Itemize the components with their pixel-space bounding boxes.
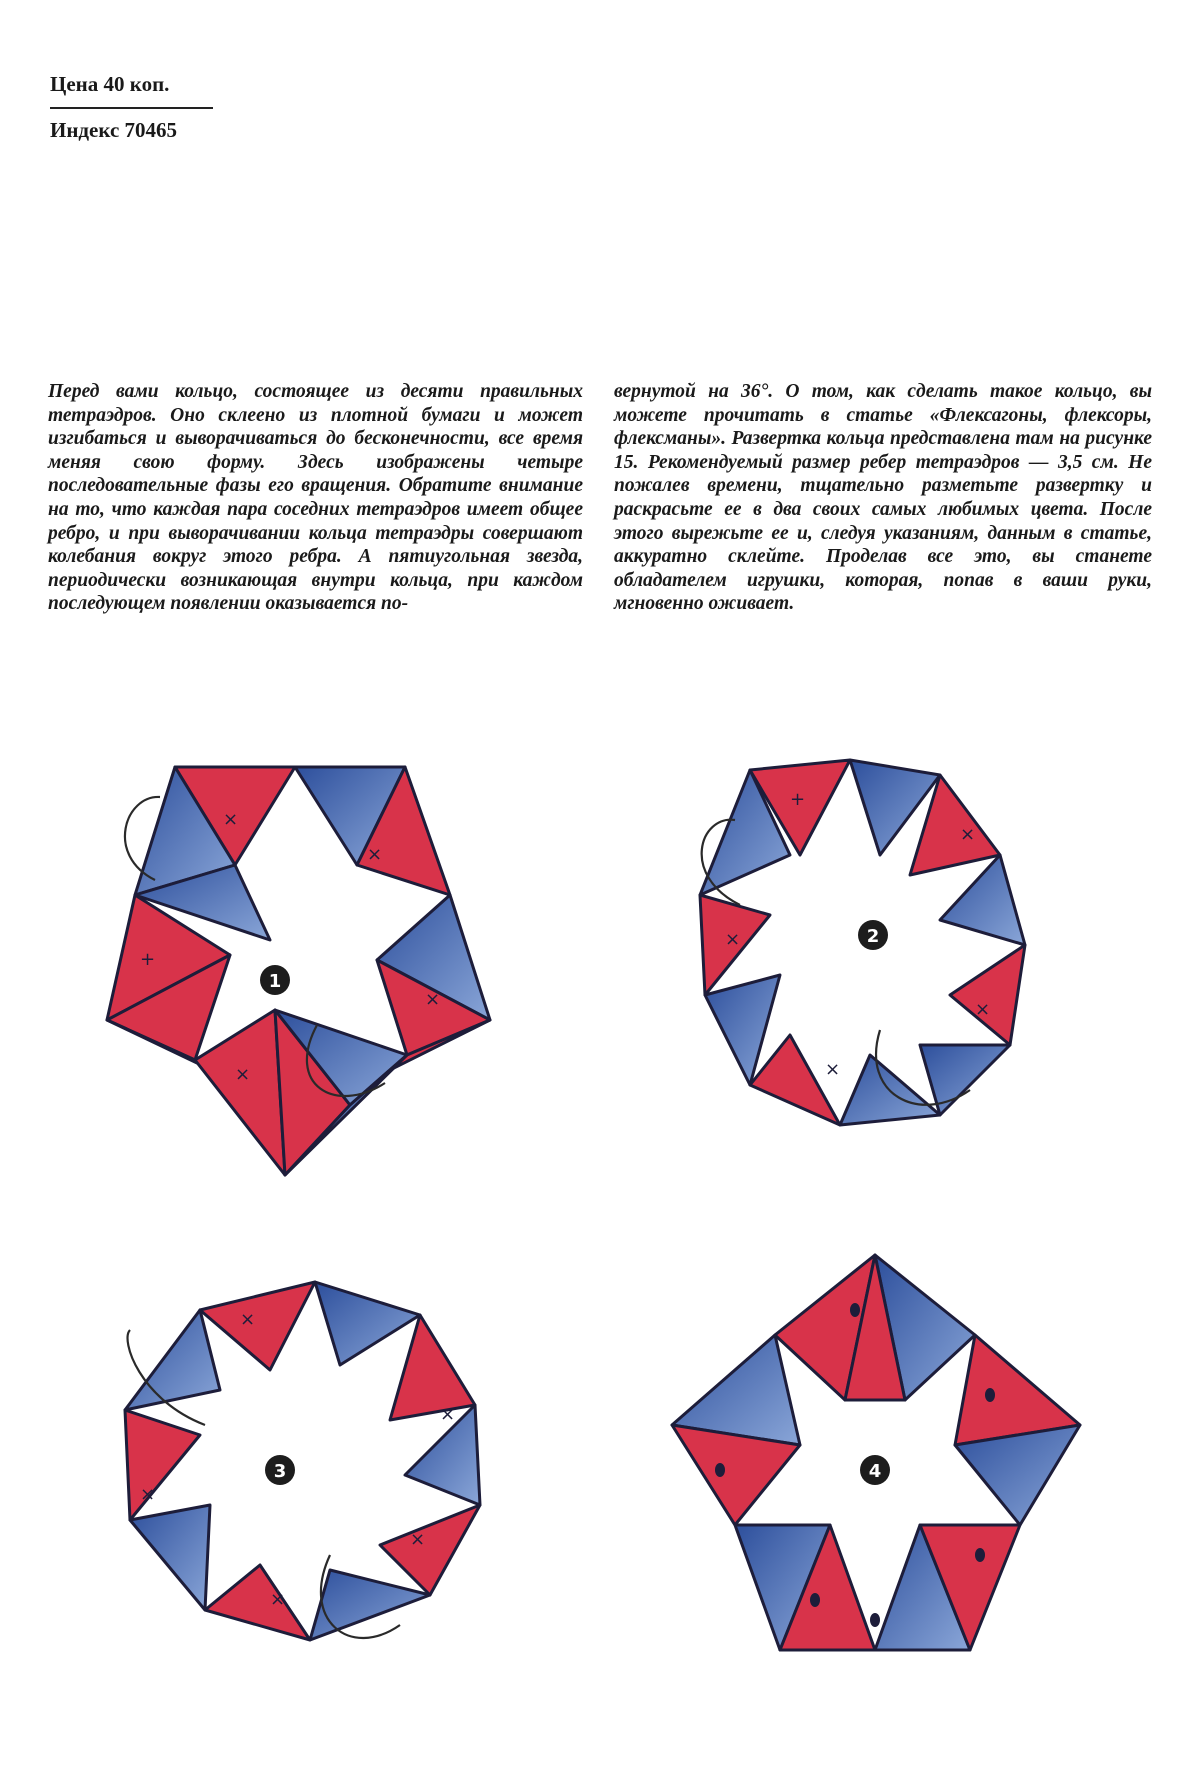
svg-text:×: × [425, 989, 441, 1010]
price-label: Цена 40 коп. [50, 72, 170, 96]
figure-2-ring [680, 745, 1100, 1175]
figure-1-star-ring [95, 755, 515, 1185]
header-divider [50, 107, 213, 109]
figure-2-number: 2 [866, 926, 880, 947]
figure-4-star-ring [660, 1245, 1100, 1665]
figure-3-ring [110, 1270, 530, 1690]
svg-text:×: × [410, 1529, 426, 1550]
svg-text:+: + [140, 949, 156, 970]
index-label: Индекс 70465 [50, 118, 178, 142]
svg-text:×: × [367, 844, 383, 865]
figure-3-number: 3 [273, 1461, 287, 1482]
figure-4-number: 4 [868, 1461, 882, 1482]
svg-text:×: × [235, 1064, 251, 1085]
svg-text:×: × [725, 929, 741, 950]
svg-text:×: × [223, 809, 239, 830]
article-column-right: вернутой на 36°. О том, как сделать такое кольцо, вы можете прочитать в статье «Флексагоны, флексоры, флексманы». Развертка кольца представлена там на рисунке 15. Рекомендуемый размер ребер тетраэдров — 3,5 см. Не пожалев времени, тщательно разметьте развертку и раскрасьте ее в два своих самых любимых цвета. После этого вырежьте ее и, следуя указаниям, данным в статье, аккуратно склейте. Проделав все это, вы станете обладателем игрушки, которая, попав в ваши руки, мгновенно оживает. [614, 381, 1152, 615]
svg-text:×: × [240, 1309, 256, 1330]
svg-text:×: × [975, 999, 991, 1020]
svg-text:×: × [270, 1589, 286, 1610]
figure-1-number: 1 [268, 971, 282, 992]
svg-text:×: × [440, 1404, 456, 1425]
svg-text:+: + [790, 789, 806, 810]
svg-text:×: × [960, 824, 976, 845]
article-column-left: Перед вами кольцо, состоящее из десяти правильных тетраэдров. Оно склеено из плотной бумаги и может изгибаться и выворачиваться до бесконечности, все время меняя свою форму. Здесь изображены четыре последовательные фазы его вращения. Обратите внимание на то, что каждая пара соседних тетраэдров имеет общее ребро, и при выворачивании кольца тетраэдры совершают колебания вокруг этого ребра. А пятиугольная звезда, периодически возникающая внутри кольца, при каждом последующем появлении оказывается по- [48, 381, 583, 615]
svg-text:×: × [825, 1059, 841, 1080]
svg-text:×: × [140, 1484, 156, 1505]
